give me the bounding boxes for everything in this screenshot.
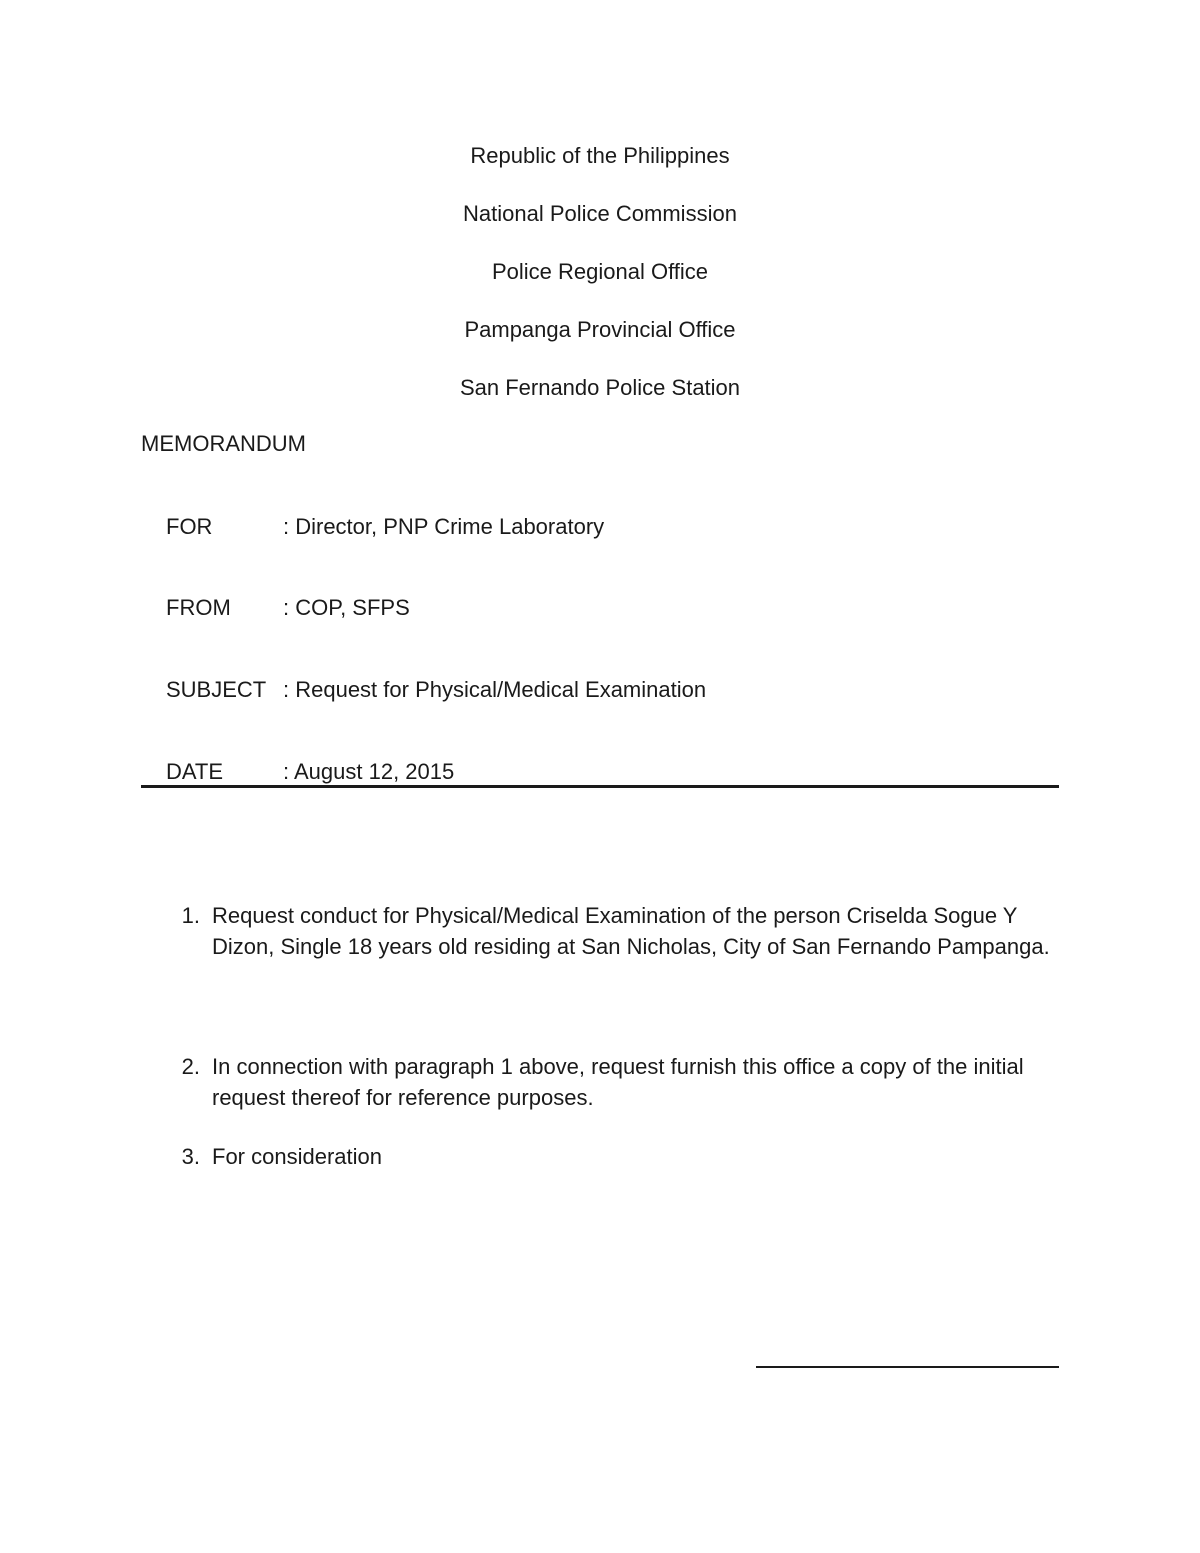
field-for-label: FOR xyxy=(166,514,213,539)
field-subject-value: : Request for Physical/Medical Examination xyxy=(283,677,707,702)
field-subject-label: SUBJECT xyxy=(166,677,267,702)
field-date-value: : August 12, 2015 xyxy=(283,759,455,784)
field-for-value: : Director, PNP Crime Laboratory xyxy=(283,514,605,539)
header-republic: Republic of the Philippines xyxy=(470,143,730,168)
header-police-station: San Fernando Police Station xyxy=(459,375,741,400)
field-from-label: FROM xyxy=(166,595,231,620)
list-item-number: 1. xyxy=(181,903,200,928)
header-regional-office: Police Regional Office xyxy=(491,259,709,284)
list-item-text: For consideration xyxy=(212,1144,382,1169)
field-from-value: : COP, SFPS xyxy=(283,595,410,620)
field-date-label: DATE xyxy=(166,759,224,784)
list-item-number: 3. xyxy=(181,1144,200,1169)
signature-line xyxy=(756,1366,1059,1368)
list-item-text: In connection with paragraph 1 above, request furnish this office a copy of the initial request thereof for reference purposes. xyxy=(212,1054,1024,1110)
header-napolcom: National Police Commission xyxy=(463,201,737,226)
header-provincial-office: Pampanga Provincial Office xyxy=(464,317,736,342)
memo-title: MEMORANDUM xyxy=(141,431,306,456)
list-item-number: 2. xyxy=(181,1054,200,1079)
list-item-text: Request conduct for Physical/Medical Examination of the person Criselda Sogue Y Dizon, Single 18 years old residing at San Nicholas, City of San Fernando Pampanga. xyxy=(212,903,1050,959)
header-divider-rule xyxy=(141,785,1059,788)
